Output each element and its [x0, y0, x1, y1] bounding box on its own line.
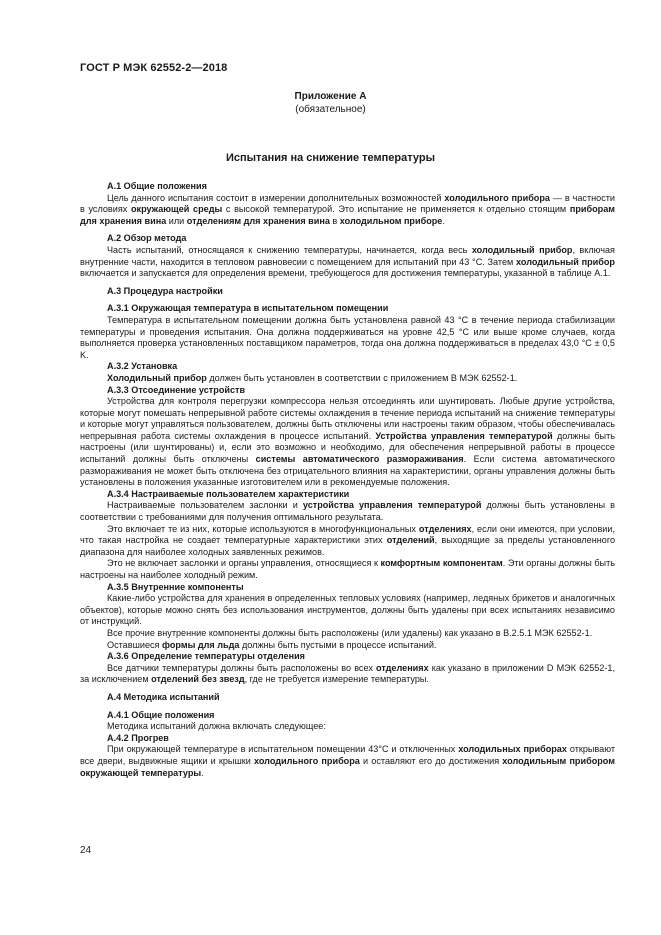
paragraph-a3-6: Все датчики температуры должны быть расположены во всех отделениях как указано в приложении D МЭК 62552-1, за исключением отделений без звезд, где не требуется измерение температуры.	[80, 662, 615, 685]
paragraph-a3-2: Холодильный прибор должен быть установлен в соответствии с приложением В МЭК 62552-1.	[107, 372, 518, 383]
appendix-title: Приложение А	[294, 91, 367, 102]
paragraph-a4-1: Методика испытаний должна включать следующее:	[107, 721, 326, 732]
heading-a3-3: А.3.3 Отсоединение устройств	[107, 384, 246, 395]
paragraph-a1: Цель данного испытания состоит в измерении дополнительных возможностей холодильного прибора — в частности в условиях окружающей среды с высокой температурой. Это испытание не применяется к отдельно стоящим приборам для хранения вина или отделениям для хранения вина в холодильном приборе.	[80, 192, 615, 226]
heading-a2: А.2 Обзор метода	[107, 233, 187, 244]
heading-a3-5: А.3.5 Внутренние компоненты	[107, 581, 244, 592]
paragraph-a4-2: При окружающей температуре в испытательном помещении 43°C и отключенных холодильных приборах открывают все двери, выдвижные ящики и крышки холодильного прибора и оставляют его до достижения холодильным прибором окружающей температуры.	[80, 744, 615, 778]
paragraph-a3-4-1: Настраиваемые пользователем заслонки и устройства управления температурой должны быть установлены в соответствии с требованиями для получения оптимального результата.	[80, 500, 615, 523]
paragraph-a2: Часть испытаний, относящаяся к снижению температуры, начинается, когда весь холодильный прибор, включая внутренние части, находится в тепловом равновесии с помещением для испытаний при 43 °C. Затем холодильный прибор включается и запускается для определения времени, требующегося для достижения температуры, указанной в таблице А.1.	[80, 244, 615, 279]
heading-a3-6: А.3.6 Определение температуры отделения	[107, 651, 305, 662]
document-header: ГОСТ Р МЭК 62552-2—2018	[80, 62, 228, 74]
page-number: 24	[80, 845, 92, 856]
document-body	[80, 181, 615, 779]
paragraph-a3-5-1: Какие-либо устройства для хранения в определенных тепловых условиях (например, ледяных брикетов и аналогичных объектов), которые можно снять без использования инструментов, должны быть удалены при всех испытаниях независимо от инструкций.	[80, 593, 615, 627]
heading-a3-1: А.3.1 Окружающая температура в испытательном помещении	[107, 303, 389, 314]
heading-a1: А.1 Общие положения	[107, 181, 207, 191]
paragraph-a3-1: Температура в испытательном помещении должна быть установлена равной 43 °C в течение периода стабилизации температуры и проведения испытания. Она должна поддерживаться на уровне 42,5 °C или выше кроме случаев, когда выполняется проверка установленных поставщиком параметров, тогда она должна поддерживаться в пределах 43,0 °C ± 0,5 K.	[80, 314, 615, 360]
heading-a4-1: А.4.1 Общие положения	[107, 709, 215, 720]
paragraph-a3-5-3: Оставшиеся формы для льда должны быть пустыми в процессе испытаний.	[107, 639, 437, 650]
paragraph-a3-4-3: Это не включает заслонки и органы управления, относящиеся к комфортным компонентам. Эти органы должны быть настроены на наиболее холодный режим.	[80, 558, 615, 580]
heading-a3-2: А.3.2 Установка	[107, 361, 178, 372]
paragraph-a3-5-2: Все прочие внутренние компоненты должны быть расположены (или удалены) как указано в В.2.5.1 МЭК 62552-1.	[107, 627, 593, 638]
heading-a3: А.3 Процедура настройки	[107, 285, 223, 296]
paragraph-a3-4-2: Это включает те из них, которые используются в многофункциональных отделениях, если они имеются, при условии, что такая настройка не создает температурные характеристики этих отделений, выходящие за пределы установленного диапазона для наиболее холодных заявленных режимов.	[80, 523, 616, 557]
section-title: Испытания на снижение температуры	[226, 152, 435, 164]
heading-a4: А.4 Методика испытаний	[107, 691, 220, 702]
paragraph-a3-3: Устройства для контроля перегрузки компрессора нельзя отсоединять или шунтировать. Любые другие устройства, которые могут помешать непрерывной работе системы охлаждения в течение периода испытаний на снижение температуры и которые могут управляться пользователем, должны быть отключены или настроены таким образом, чтобы обеспечивалась непрерывная работа системы охлаждения в процессе испытаний. Устройства управления температурой должны быть настроены (или шунтированы) и, если это возможно и необходимо, для обеспечения непрерывной работы в процессе испытаний должны быть отключены системы автоматического размораживания. Если система автоматического размораживания не может быть отключена без отрицательного влияния на характеристики, органы управления должны быть установлены в положения указанные изготовителем или в рекомендуемые положения.	[80, 396, 615, 488]
heading-a4-2: А.4.2 Прогрев	[107, 732, 169, 743]
appendix-subtitle: (обязательное)	[295, 104, 366, 115]
heading-a3-4: А.3.4 Настраиваемые пользователем характеристики	[107, 488, 350, 499]
